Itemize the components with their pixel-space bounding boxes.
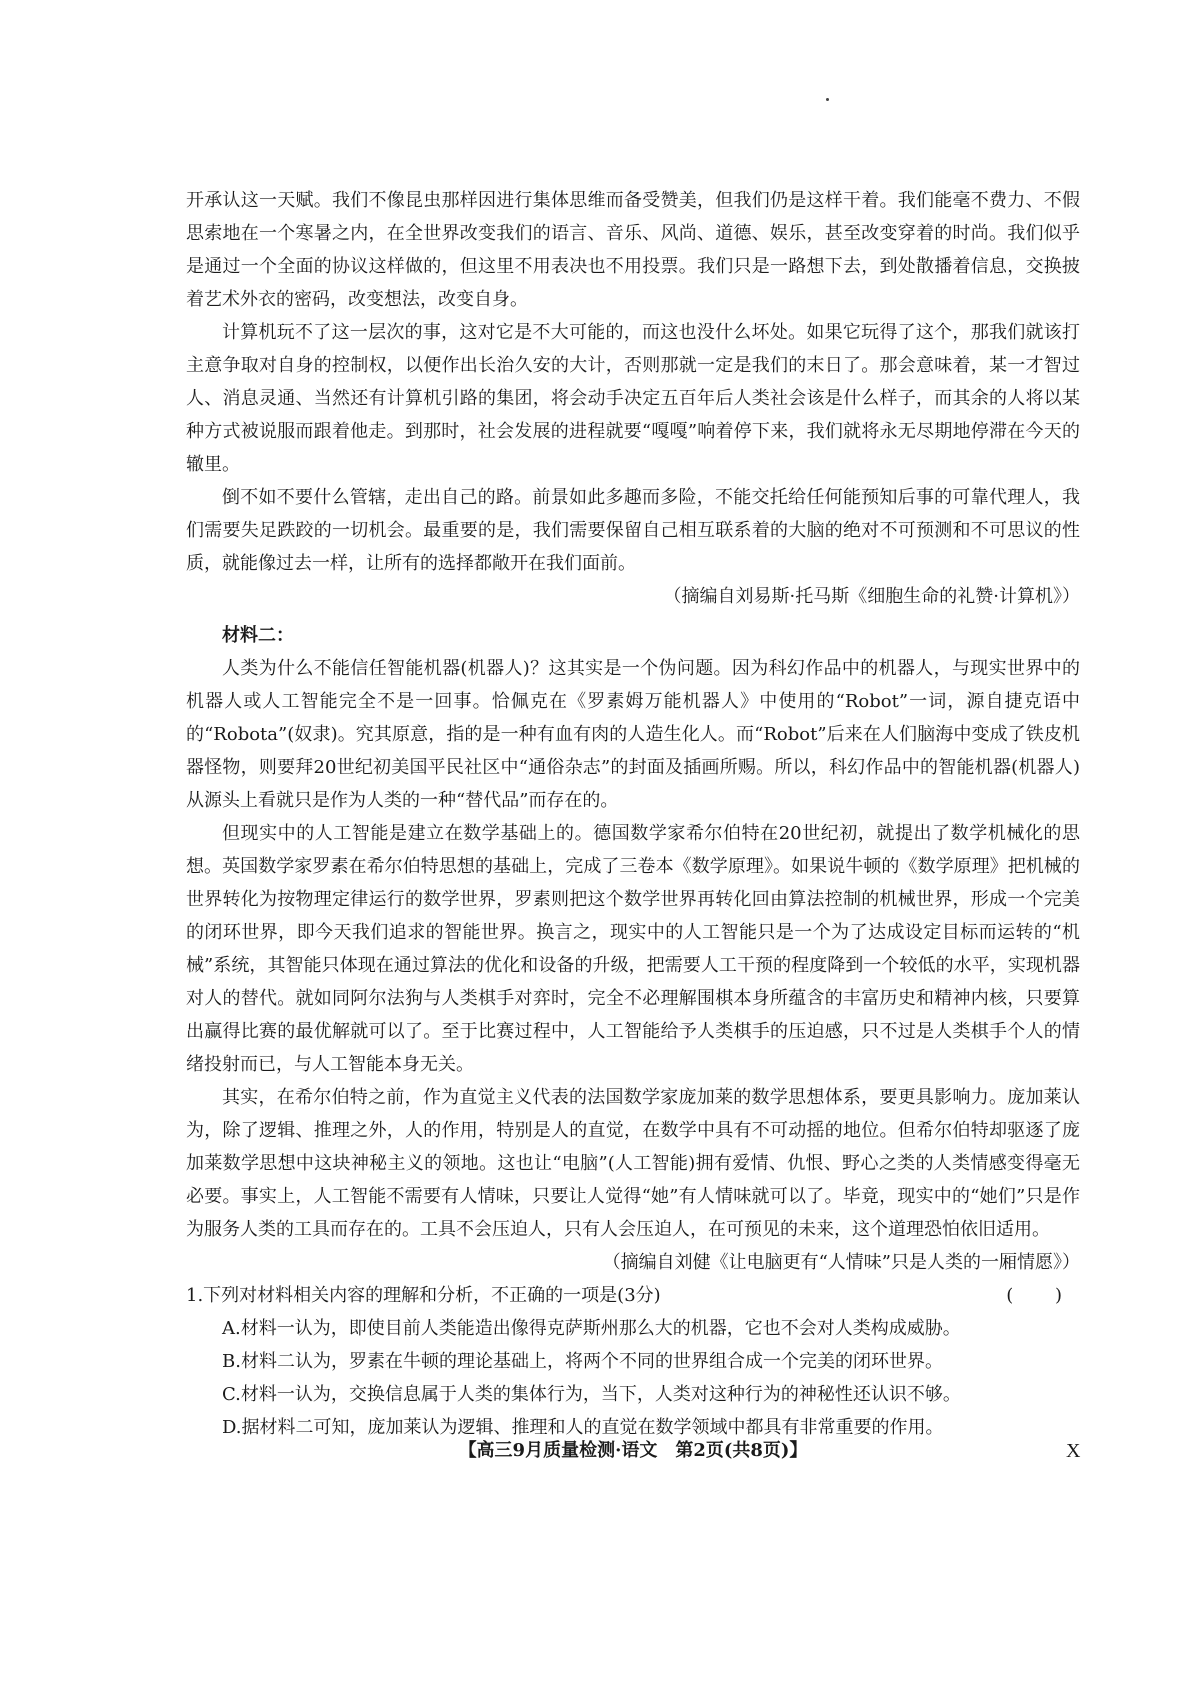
footer-mark: X <box>1066 1440 1081 1462</box>
question-1 <box>186 1279 1080 1444</box>
option-c: C.材料一认为，交换信息属于人类的集体行为，当下，人类对这种行为的神秘性还认识不够。 <box>222 1384 961 1405</box>
passage1-paragraph-3: 倒不如不要什么管辖，走出自己的路。前景如此多趣而多险，不能交托给任何能预知后事的可靠代理人，我们需要失足跌跤的一切机会。最重要的是，我们需要保留自己相互联系着的大脑的绝对不可预测和不可思议的性质，就能像过去一样，让所有的选择都敞开在我们面前。 <box>186 487 1080 574</box>
passage2-source: （摘编自刘健《让电脑更有“人情味”只是人类的一厢情愿》） <box>602 1252 1080 1273</box>
passage2-paragraph-3: 其实，在希尔伯特之前，作为直觉主义代表的法国数学家庞加莱的数学思想体系，要更具影响力。庞加莱认为，除了逻辑、推理之外，人的作用，特别是人的直觉，在数学中具有不可动摇的地位。但希尔伯特却驱逐了庞加莱数学思想中这块神秘主义的领地。这也让“电脑”(人工智能)拥有爱情、仇恨、野心之类的人类情感变得毫无必要。事实上，人工智能不需要有人情味，只要让人觉得“她”有人情味就可以了。毕竟，现实中的“她们”只是作为服务人类的工具而存在的。工具不会压迫人，只有人会压迫人，在可预见的未来，这个道理恐怕依旧适用。 <box>186 1087 1080 1240</box>
passage2-paragraph-2: 但现实中的人工智能是建立在数学基础上的。德国数学家希尔伯特在20世纪初，就提出了数学机械化的思想。英国数学家罗素在希尔伯特思想的基础上，完成了三卷本《数学原理》。如果说牛顿的《数学原理》把机械的世界转化为按物理定律运行的数学世界，罗素则把这个数学世界再转化回由算法控制的机械世界，形成一个完美的闭环世界，即今天我们追求的智能世界。换言之，现实中的人工智能只是一个为了达成设定目标而运转的“机械”系统，其智能只体现在通过算法的优化和设备的升级，把需要人工干预的程度降到一个较低的水平，实现机器对人的替代。就如同阿尔法狗与人类棋手对弈时，完全不必理解围棋本身所蕴含的丰富历史和精神内核，只要算出赢得比赛的最优解就可以了。至于比赛过程中，人工智能给予人类棋手的压迫感，只不过是人类棋手个人的情绪投射而已，与人工智能本身无关。 <box>186 823 1080 1075</box>
option-b: B.材料二认为，罗素在牛顿的理论基础上，将两个不同的世界组合成一个完美的闭环世界。 <box>222 1351 943 1372</box>
passage1-paragraph-2: 计算机玩不了这一层次的事，这对它是不大可能的，而这也没什么坏处。如果它玩得了这个，那我们就该打主意争取对自身的控制权，以便作出长治久安的大计，否则那就一定是我们的末日了。那会意味着，某一才智过人、消息灵通、当然还有计算机引路的集团，将会动手决定五百年后人类社会该是什么样子，而其余的人将以某种方式被说服而跟着他走。到那时，社会发展的进程就要“嘎嘎”响着停下来，我们就将永无尽期地停滞在今天的辙里。 <box>186 322 1080 475</box>
passage2-paragraph-1: 人类为什么不能信任智能机器(机器人)？这其实是一个伪问题。因为科幻作品中的机器人，与现实世界中的机器人或人工智能完全不是一回事。恰佩克在《罗素姆万能机器人》中使用的“Robot”一词，源自捷克语中的“Robota”(奴隶)。究其原意，指的是一种有血有肉的人造生化人。而“Robot”后来在人们脑海中变成了铁皮机器怪物，则要拜20世纪初美国平民社区中“通俗杂志”的封面及插画所赐。所以，科幻作品中的智能机器(机器人)从源头上看就只是作为人类的一种“替代品”而存在的。 <box>186 658 1080 811</box>
answer-bracket: ( ) <box>1006 1285 1080 1306</box>
question-1-stem: 1.下列对材料相关内容的理解和分析，不正确的一项是(3分) <box>186 1285 661 1306</box>
passage1-source: （摘编自刘易斯·托马斯《细胞生命的礼赞·计算机》） <box>663 586 1080 607</box>
option-d: D.据材料二可知，庞加莱认为逻辑、推理和人的直觉在数学领域中都具有非常重要的作用。 <box>222 1417 944 1438</box>
option-a: A.材料一认为，即使目前人类能造出像得克萨斯州那么大的机器，它也不会对人类构成威胁。 <box>222 1318 961 1339</box>
passage1-paragraph-1: 开承认这一天赋。我们不像昆虫那样因进行集体思维而备受赞美，但我们仍是这样干着。我们能毫不费力、不假思索地在一个寒暑之内，在全世界改变我们的语言、音乐、风尚、道德、娱乐，甚至改变穿着的时尚。我们似乎是通过一个全面的协议这样做的，但这里不用表决也不用投票。我们只是一路想下去，到处散播着信息，交换披着艺术外衣的密码，改变想法，改变自身。 <box>186 190 1080 310</box>
passage2-heading: 材料二： <box>222 625 294 646</box>
page-content <box>186 184 1080 1444</box>
question-1-stem-row <box>186 1279 1080 1312</box>
scan-speck <box>826 98 829 101</box>
page-footer: 【高三9月质量检测·语文 第2页(共8页)】 <box>458 1440 808 1461</box>
